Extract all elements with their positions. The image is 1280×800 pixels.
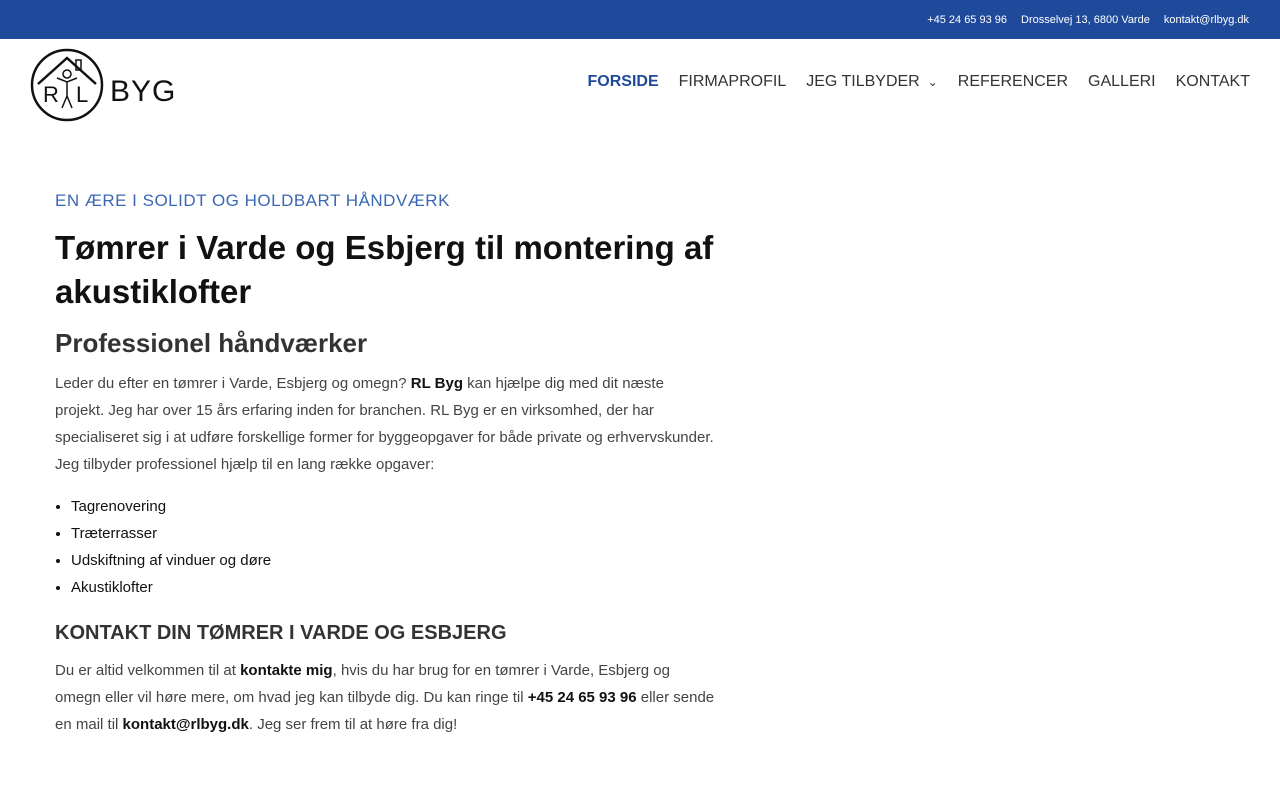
topbar-address: Drosselvej 13, 6800 Varde	[1021, 13, 1150, 26]
contact-phone-link[interactable]: +45 24 65 93 96	[527, 689, 637, 706]
services-list	[55, 493, 715, 601]
intro-paragraph	[55, 370, 715, 451]
nav-firmaprofil[interactable]: FIRMAPROFIL	[678, 73, 787, 90]
intro-text-end: kan hjælpe dig med dit næste projekt. Jeg har over 15 års erfaring inden for branchen. RL Byg er en virksomhed, der har specialiseret sig i at udføre forskellige former for byggeopgaver for både private og erhvervskunder.	[55, 375, 714, 446]
logo-letter-l: L	[76, 82, 89, 107]
list-item: • Tagrenovering	[71, 493, 715, 520]
contact-link[interactable]: kontakte mig	[240, 662, 333, 679]
topbar-email[interactable]: kontakt@rlbyg.dk	[1163, 13, 1249, 26]
eyebrow-text: EN ÆRE I SOLIDT OG HOLDBART HÅNDVÆRK	[55, 191, 450, 210]
main-nav	[568, 73, 1250, 91]
logo-emblem-icon	[30, 48, 104, 122]
main-content	[55, 190, 715, 738]
logo-letter-r: R	[43, 82, 59, 107]
list-item: • Akustiklofter	[71, 574, 715, 601]
topbar-phone[interactable]: +45 24 65 93 96	[927, 13, 1008, 26]
nav-galleri[interactable]: GALLERI	[1088, 73, 1156, 90]
site-header	[0, 39, 1280, 131]
list-item: • Udskiftning af vinduer og døre	[71, 547, 715, 574]
logo-text: BYG	[110, 75, 177, 108]
contact-text-1: Du er altid velkommen til at	[55, 662, 241, 679]
contact-text-3: eller sende en mail til	[55, 689, 715, 733]
nav-forside[interactable]: FORSIDE	[587, 73, 659, 90]
nav-jeg-tilbyder-label: JEG TILBYDER	[806, 73, 920, 90]
nav-referencer[interactable]: REFERENCER	[957, 73, 1069, 90]
contact-email-link[interactable]: kontakt@rlbyg.dk	[122, 716, 249, 733]
contact-text-2: , hvis du har brug for en tømrer i Varde, Esbjerg og omegn eller vil høre mere, om hvad jeg kan tilbyde dig. Du kan ringe til	[55, 662, 670, 706]
brand-link[interactable]: RL Byg	[410, 375, 463, 392]
nav-kontakt[interactable]: KONTAKT	[1175, 73, 1250, 90]
list-item: • Træterrasser	[71, 520, 715, 547]
page-title: Tømrer i Varde og Esbjerg til montering af akustiklofter	[55, 229, 714, 310]
chevron-down-icon: ⌄	[927, 75, 938, 89]
top-contact-bar	[0, 0, 1280, 39]
intro-text-start: Leder du efter en tømrer i Varde, Esbjerg og omegn?	[55, 375, 411, 392]
contact-heading: KONTAKT DIN TØMRER I VARDE OG ESBJERG	[55, 622, 507, 644]
site-logo[interactable]	[30, 48, 176, 122]
nav-jeg-tilbyder[interactable]	[806, 73, 938, 91]
services-intro: Jeg tilbyder professionel hjælp til en lang række opgaver:	[55, 456, 435, 473]
contact-text-4: . Jeg ser frem til at høre fra dig!	[248, 716, 458, 733]
page-subtitle: Professionel håndværker	[55, 328, 368, 358]
contact-paragraph	[55, 657, 715, 738]
